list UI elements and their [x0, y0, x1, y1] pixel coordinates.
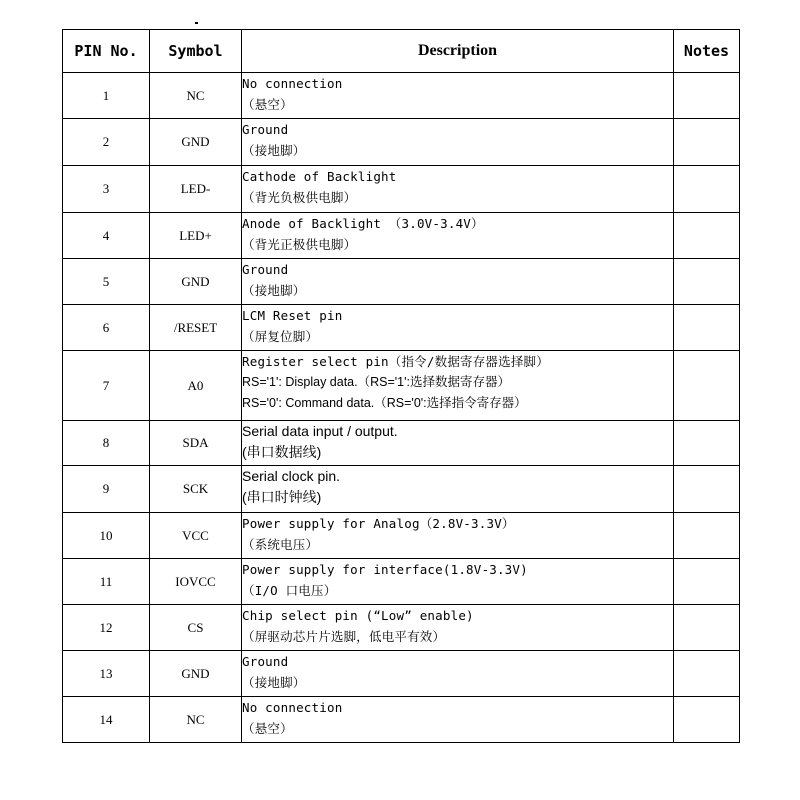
- description-line: （悬空）: [242, 97, 293, 112]
- pin-symbol: SCK: [150, 466, 242, 513]
- description-line: （接地脚）: [242, 283, 306, 298]
- table-row: [63, 213, 740, 259]
- pin-number: 12: [63, 605, 150, 651]
- pin-symbol: A0: [150, 351, 242, 421]
- pin-symbol: SDA: [150, 421, 242, 466]
- pin-notes: [674, 166, 740, 213]
- table-row: [63, 166, 740, 213]
- header-row: [63, 30, 740, 73]
- description-line: Register select pin（指令/数据寄存器选择脚）: [242, 354, 549, 369]
- pin-description: [242, 351, 674, 421]
- description-line: （屏驱动芯片片选脚，低电平有效）: [242, 629, 446, 644]
- pin-number: 11: [63, 559, 150, 605]
- pin-description: [242, 213, 674, 259]
- table-row: [63, 259, 740, 305]
- pin-symbol: /RESET: [150, 305, 242, 351]
- pin-description: [242, 466, 674, 513]
- pin-number: 2: [63, 119, 150, 166]
- header-pin-no: PIN No.: [63, 30, 150, 73]
- description-line: Serial data input / output.: [242, 423, 398, 439]
- pin-number: 8: [63, 421, 150, 466]
- pin-notes: [674, 351, 740, 421]
- pin-symbol: GND: [150, 119, 242, 166]
- description-line: Serial clock pin.: [242, 468, 341, 484]
- pin-symbol: VCC: [150, 513, 242, 559]
- pin-notes: [674, 259, 740, 305]
- pin-symbol: CS: [150, 605, 242, 651]
- pin-number: 9: [63, 466, 150, 513]
- description-line: （接地脚）: [242, 143, 306, 158]
- description-line: Ground: [242, 122, 289, 137]
- description-line: Cathode of Backlight: [242, 169, 397, 184]
- pin-notes: [674, 466, 740, 513]
- pin-description: [242, 513, 674, 559]
- pin-number: 5: [63, 259, 150, 305]
- pin-notes: [674, 119, 740, 166]
- description-line: Anode of Backlight （3.0V-3.4V）: [242, 216, 484, 231]
- stray-mark: [195, 22, 198, 24]
- table-row: [63, 513, 740, 559]
- table-row: [63, 651, 740, 697]
- table-row: [63, 351, 740, 421]
- table-row: [63, 559, 740, 605]
- table-row: [63, 421, 740, 466]
- table-row: [63, 605, 740, 651]
- pin-number: 1: [63, 73, 150, 119]
- pin-number: 7: [63, 351, 150, 421]
- description-line: (串口时钟线): [242, 489, 322, 505]
- pin-description: [242, 119, 674, 166]
- description-line: （悬空）: [242, 721, 293, 736]
- table-row: [63, 697, 740, 743]
- description-line: Chip select pin (“Low” enable): [242, 608, 474, 623]
- pin-notes: [674, 651, 740, 697]
- pin-description: [242, 559, 674, 605]
- pin-symbol: NC: [150, 697, 242, 743]
- pin-number: 14: [63, 697, 150, 743]
- pin-description: [242, 259, 674, 305]
- description-line: （背光正极供电脚）: [242, 237, 357, 252]
- description-line: Power supply for interface(1.8V-3.3V): [242, 562, 528, 577]
- pin-description: [242, 305, 674, 351]
- description-line: No connection: [242, 76, 343, 91]
- description-line: （接地脚）: [242, 675, 306, 690]
- pin-description: [242, 697, 674, 743]
- description-line: (串口数据线): [242, 444, 322, 460]
- header-notes: Notes: [674, 30, 740, 73]
- pin-notes: [674, 605, 740, 651]
- description-line: RS='0': Command data.（RS='0':选择指令寄存器）: [242, 396, 527, 410]
- pin-notes: [674, 513, 740, 559]
- pin-description: [242, 421, 674, 466]
- pin-symbol: LED-: [150, 166, 242, 213]
- pin-description: [242, 651, 674, 697]
- pin-notes: [674, 559, 740, 605]
- pin-notes: [674, 305, 740, 351]
- pin-description: [242, 166, 674, 213]
- pin-symbol: GND: [150, 259, 242, 305]
- pin-symbol: IOVCC: [150, 559, 242, 605]
- pin-description: [242, 605, 674, 651]
- description-line: RS='1': Display data.（RS='1':选择数据寄存器）: [242, 375, 510, 389]
- pin-symbol: LED+: [150, 213, 242, 259]
- table-row: [63, 466, 740, 513]
- description-line: （I/O 口电压）: [242, 583, 337, 598]
- pin-notes: [674, 421, 740, 466]
- pin-notes: [674, 697, 740, 743]
- pin-number: 3: [63, 166, 150, 213]
- pin-number: 4: [63, 213, 150, 259]
- table-row: [63, 119, 740, 166]
- pin-definition-table: [62, 29, 740, 743]
- pin-notes: [674, 213, 740, 259]
- pin-number: 10: [63, 513, 150, 559]
- pin-symbol: NC: [150, 73, 242, 119]
- header-symbol: Symbol: [150, 30, 242, 73]
- pin-notes: [674, 73, 740, 119]
- table-row: [63, 73, 740, 119]
- description-line: （背光负极供电脚）: [242, 190, 357, 205]
- pin-number: 13: [63, 651, 150, 697]
- description-line: （屏复位脚）: [242, 329, 319, 344]
- pin-number: 6: [63, 305, 150, 351]
- description-line: Power supply for Analog（2.8V-3.3V）: [242, 516, 515, 531]
- description-line: Ground: [242, 654, 289, 669]
- pin-description: [242, 73, 674, 119]
- description-line: Ground: [242, 262, 289, 277]
- pin-symbol: GND: [150, 651, 242, 697]
- table-row: [63, 305, 740, 351]
- description-line: （系统电压）: [242, 537, 319, 552]
- description-line: LCM Reset pin: [242, 308, 343, 323]
- header-description: Description: [242, 30, 674, 73]
- description-line: No connection: [242, 700, 343, 715]
